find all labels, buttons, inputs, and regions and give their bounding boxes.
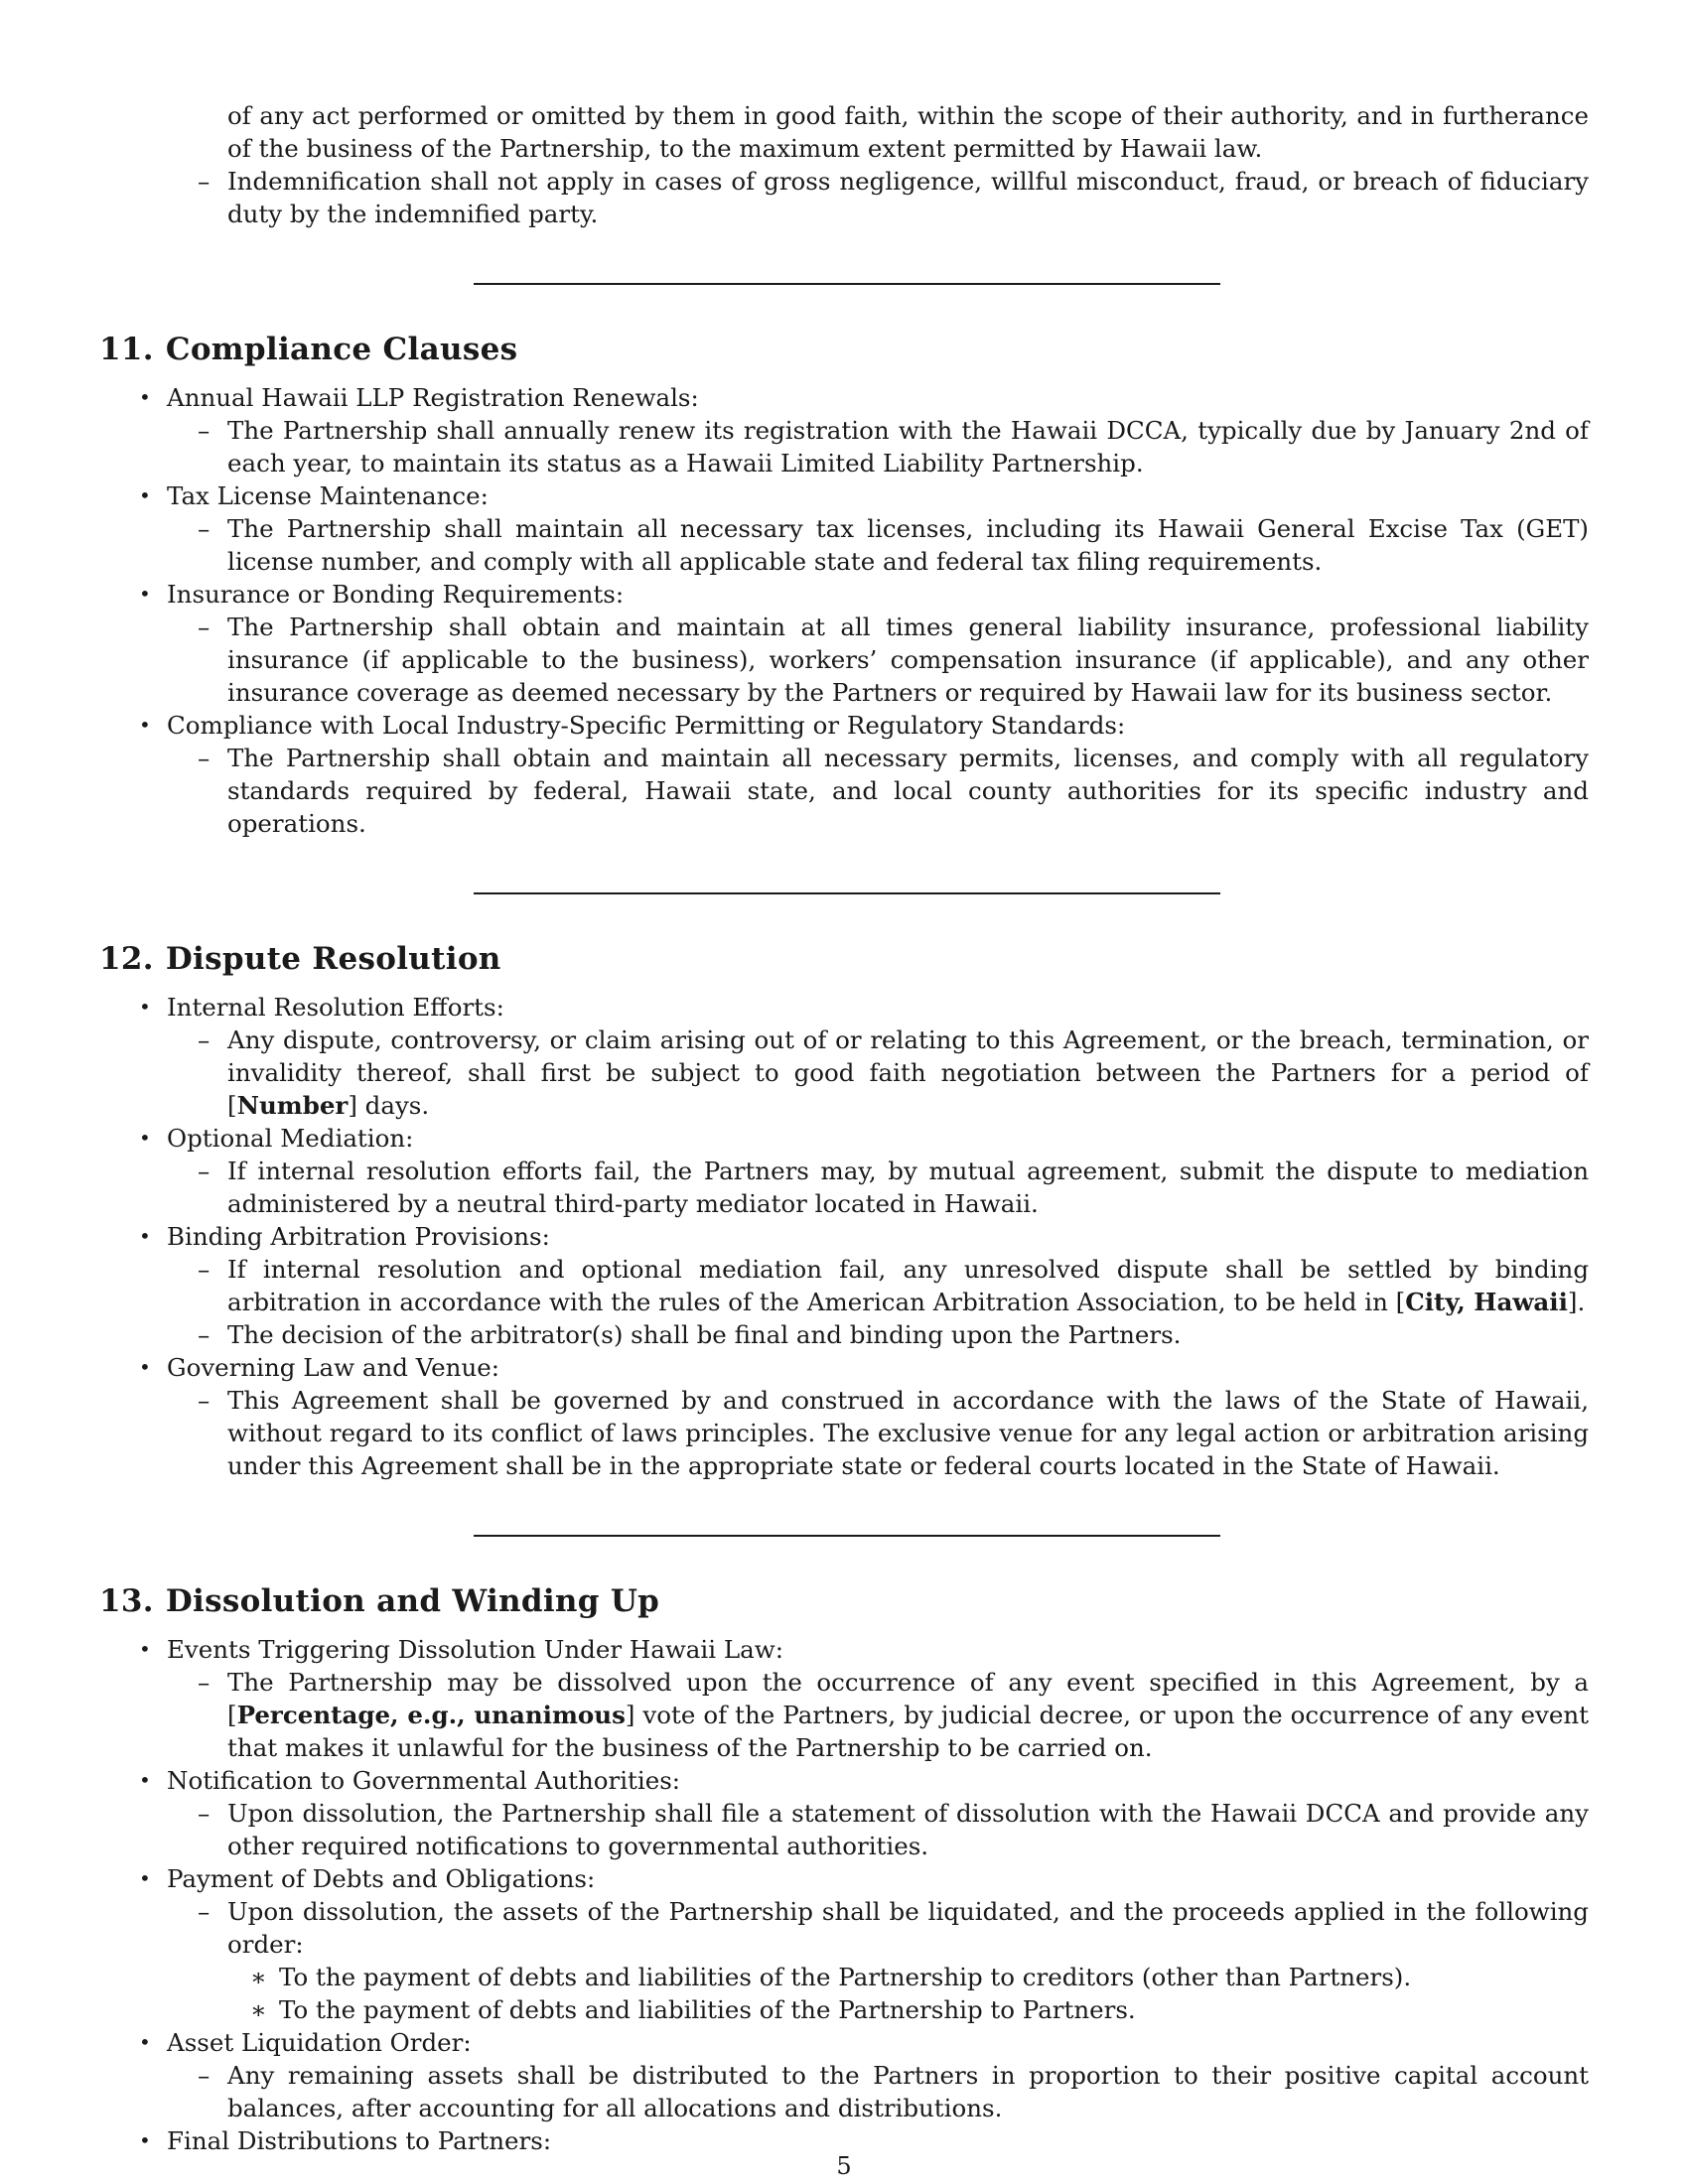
list-item <box>99 1764 1589 1797</box>
sub-sub-item <box>99 1993 1589 2026</box>
bullet-marker: • <box>139 1637 151 1661</box>
sub-item-text: The Partnership shall obtain and maintain at all times general liability insurance, professional liability insurance (if applicable to the business), workers’ compensation insurance (if applicable), and any other insurance coverage as deemed necessary by the Partners or required by Hawaii law for its business sector. <box>227 613 1589 707</box>
dash-marker: – <box>198 1025 211 1054</box>
section-divider <box>474 1535 1220 1537</box>
list-item-text: Payment of Debts and Obligations: <box>167 1864 596 1893</box>
sub-item-text: Indemnification shall not apply in cases of gross negligence, willful misconduct, fraud, or breach of fiduciary duty by the indemnified party. <box>227 167 1589 228</box>
sub-item-text: If internal resolution and optional mediation fail, any unresolved dispute shall be settled by binding arbitration in accordance with the rules of the American Arbitration Association, to be held in [ <box>227 1255 1589 1316</box>
list-item-text: Internal Resolution Efforts: <box>167 993 504 1022</box>
sub-item <box>99 742 1589 840</box>
section-heading <box>99 939 1589 979</box>
sub-item-text: Upon dissolution, the assets of the Partnership shall be liquidated, and the proceeds applied in the following order: <box>227 1897 1589 1959</box>
sub-item-text: Any remaining assets shall be distributed to the Partners in proportion to their positive capital account balances, after accounting for all allocations and distributions. <box>227 2061 1589 2122</box>
placeholder-field: City, Hawaii <box>1405 1288 1568 1316</box>
sub-sub-item-text: To the payment of debts and liabilities of the Partnership to Partners. <box>279 1995 1136 2024</box>
bullet-marker: • <box>139 1355 151 1379</box>
sub-item <box>99 1895 1589 1961</box>
list-item-text: Compliance with Local Industry-Specific Permitting or Regulatory Standards: <box>167 711 1126 740</box>
sub-item <box>99 1666 1589 1764</box>
list-item-text: Asset Liquidation Order: <box>167 2028 472 2057</box>
sub-sub-item <box>99 1961 1589 1993</box>
sub-item-text: The Partnership shall annually renew its registration with the Hawaii DCCA, typically due by January 2nd of each year, to maintain its status as a Hawaii Limited Liability Partnership. <box>227 416 1589 478</box>
bullet-marker: • <box>139 582 151 606</box>
section-divider <box>474 892 1220 894</box>
bullet-marker: • <box>139 385 151 409</box>
dash-marker: – <box>198 1799 211 1828</box>
list-item <box>99 479 1589 512</box>
list-item <box>99 2026 1589 2059</box>
asterisk-marker: ∗ <box>250 1995 267 2024</box>
bullet-marker: • <box>139 2030 151 2054</box>
list-item <box>99 709 1589 742</box>
sub-item <box>99 512 1589 578</box>
section-number: 12. <box>99 941 154 977</box>
dash-marker: – <box>198 416 211 445</box>
placeholder-field: Number <box>236 1091 349 1120</box>
dash-marker: – <box>198 2061 211 2090</box>
sub-item <box>99 611 1589 709</box>
sub-item-text: ]. <box>1567 1288 1586 1316</box>
section-heading <box>99 1581 1589 1621</box>
bullet-marker: • <box>139 1768 151 1792</box>
dash-marker: – <box>198 1668 211 1697</box>
sub-item <box>99 2059 1589 2124</box>
sub-item <box>99 1155 1589 1220</box>
list-item <box>99 991 1589 1024</box>
list-item <box>99 381 1589 414</box>
section-heading <box>99 330 1589 369</box>
list-item <box>99 1351 1589 1384</box>
bullet-marker: • <box>139 483 151 507</box>
sub-item-text: This Agreement shall be governed by and construed in accordance with the laws of the State of Hawaii, without regard to its conflict of laws principles. The exclusive venue for any legal action or arbitration arising under this Agreement shall be in the appropriate state or federal courts located in the State of Hawaii. <box>227 1386 1589 1480</box>
page-content <box>99 99 1589 2157</box>
bullet-marker: • <box>139 1224 151 1248</box>
sub-item-text: If internal resolution efforts fail, the Partners may, by mutual agreement, submit the dispute to mediation administered by a neutral third-party mediator located in Hawaii. <box>227 1157 1589 1218</box>
list-item <box>99 1220 1589 1253</box>
list-item-text: Insurance or Bonding Requirements: <box>167 580 625 609</box>
list-item-text: Optional Mediation: <box>167 1124 414 1153</box>
placeholder-field: Percentage, e.g., unanimous <box>236 1701 626 1729</box>
sub-item-text: ] days. <box>348 1091 430 1120</box>
section-divider <box>474 283 1220 285</box>
sub-item-text: The decision of the arbitrator(s) shall be final and binding upon the Partners. <box>227 1320 1182 1349</box>
list-item <box>99 1862 1589 1895</box>
sub-item <box>99 1024 1589 1122</box>
bullet-marker: • <box>139 995 151 1019</box>
sub-item-text: The Partnership shall maintain all necessary tax licenses, including its Hawaii General Excise Tax (GET) license number, and comply with all applicable state and federal tax filing requirements. <box>227 514 1589 576</box>
sub-item-text: The Partnership may be dissolved upon the occurrence of any event specified in this Agreement, by a [ <box>227 1668 1589 1729</box>
dash-marker: – <box>198 1157 211 1185</box>
sub-item <box>99 165 1589 230</box>
sub-item-text: The Partnership shall obtain and maintain all necessary permits, licenses, and comply with all regulatory standards required by federal, Hawaii state, and local county authorities for its specific industry and operations. <box>227 744 1589 838</box>
list-item-text: Events Triggering Dissolution Under Hawaii Law: <box>167 1635 783 1664</box>
sub-item-text: Upon dissolution, the Partnership shall file a statement of dissolution with the Hawaii DCCA and provide any other required notifications to governmental authorities. <box>227 1799 1589 1860</box>
asterisk-marker: ∗ <box>250 1963 267 1991</box>
list-item-text: Notification to Governmental Authorities: <box>167 1766 681 1795</box>
bullet-marker: • <box>139 2128 151 2152</box>
section-title: Compliance Clauses <box>165 332 518 367</box>
dash-marker: – <box>198 1255 211 1284</box>
dash-marker: – <box>198 1320 211 1349</box>
dash-marker: – <box>198 514 211 543</box>
bullet-marker: • <box>139 713 151 737</box>
sub-item <box>99 1384 1589 1482</box>
sub-sub-item-text: To the payment of debts and liabilities of the Partnership to creditors (other than Partners). <box>279 1963 1412 1991</box>
page-number: 5 <box>836 2152 852 2180</box>
list-item-text: Governing Law and Venue: <box>167 1353 499 1382</box>
sub-item <box>99 414 1589 479</box>
list-item <box>99 1633 1589 1666</box>
bullet-marker: • <box>139 1866 151 1890</box>
list-item <box>99 1122 1589 1155</box>
continued-paragraph: of any act performed or omitted by them in good faith, within the scope of their authority, and in furtherance of the business of the Partnership, to the maximum extent permitted by Hawaii law. <box>227 101 1589 163</box>
dash-marker: – <box>198 1386 211 1415</box>
section-title: Dispute Resolution <box>165 941 501 977</box>
list-item <box>99 578 1589 611</box>
dash-marker: – <box>198 613 211 641</box>
bullet-marker: • <box>139 1126 151 1150</box>
dash-marker: – <box>198 744 211 772</box>
list-item-text: Annual Hawaii LLP Registration Renewals: <box>167 383 699 412</box>
dash-marker: – <box>198 1897 211 1926</box>
sub-item <box>99 1797 1589 1862</box>
dash-marker: – <box>198 167 211 196</box>
sub-item <box>99 1318 1589 1351</box>
section-title: Dissolution and Winding Up <box>165 1583 660 1619</box>
section-number: 13. <box>99 1583 154 1619</box>
sub-item-text: Any dispute, controversy, or claim arising out of or relating to this Agreement, or the breach, termination, or invalidity thereof, shall first be subject to good faith negotiation between the Partners for a period of [ <box>227 1025 1589 1120</box>
section-number: 11. <box>99 332 154 367</box>
sub-item-text: ] vote of the Partners, by judicial decree, or upon the occurrence of any event that makes it unlawful for the business of the Partnership to be carried on. <box>227 1701 1589 1762</box>
list-item-text: Binding Arbitration Provisions: <box>167 1222 550 1251</box>
list-item-text: Tax License Maintenance: <box>167 481 489 510</box>
list-item-text: Final Distributions to Partners: <box>167 2126 552 2155</box>
sub-item <box>99 1253 1589 1318</box>
